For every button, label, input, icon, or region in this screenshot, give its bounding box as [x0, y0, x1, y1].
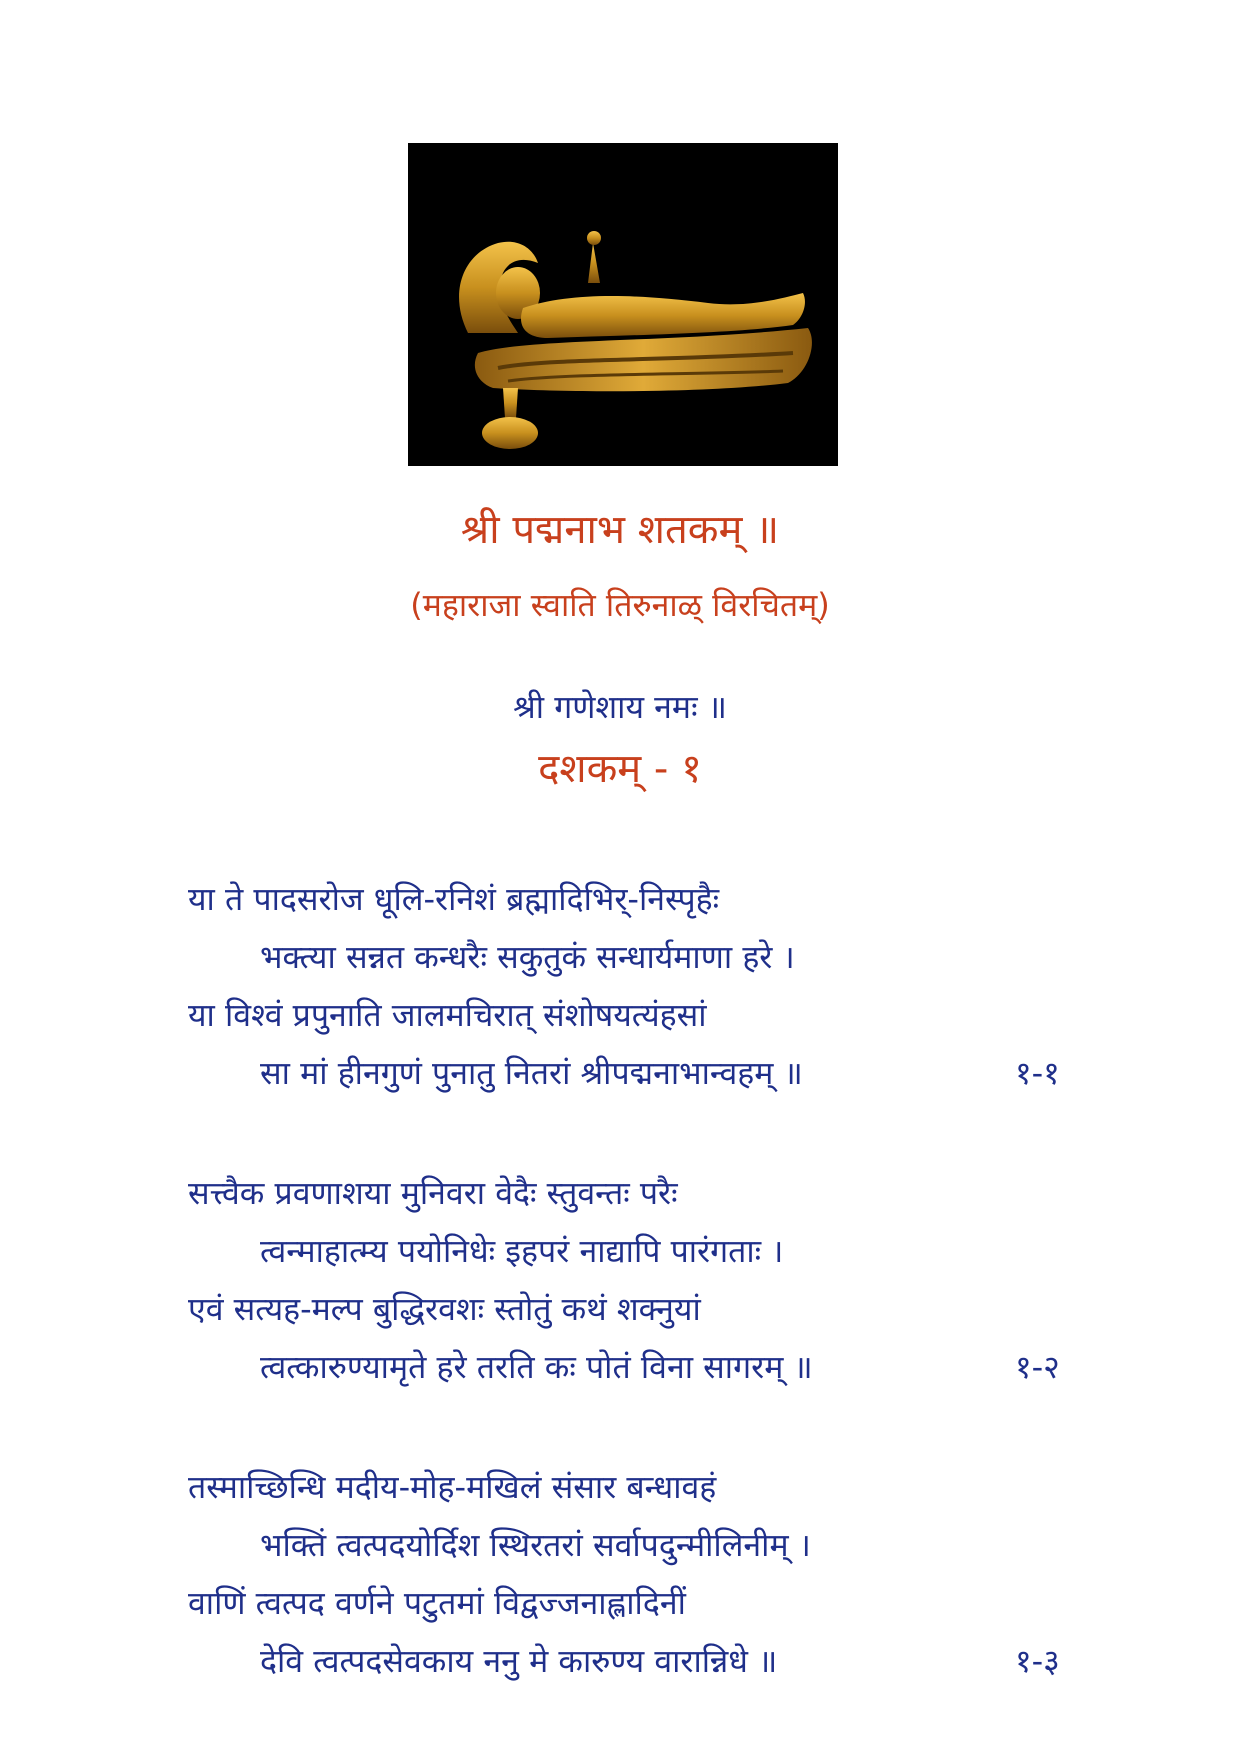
document-title: श्री पद्मनाभ शतकम् ॥ [460, 507, 780, 553]
verse-line-text: देवि त्वत्पदसेवकाय ननु मे कारुण्य वारान्निधे ॥ [260, 1642, 778, 1680]
verse-number: १-२ [1015, 1348, 1060, 1386]
verse-line [0, 1632, 1240, 1690]
verse-line: भक्त्या सन्नत कन्धरैः सकुतुकं सन्धार्यमाणा हरे । [260, 938, 795, 976]
verse-number: १-३ [1015, 1642, 1060, 1680]
verse-line-text: सा मां हीनगुणं पुनातु नितरां श्रीपद्मनाभान्वहम् ॥ [260, 1054, 803, 1092]
invocation: श्री गणेशाय नमः ॥ [513, 688, 727, 726]
verse-line: वाणिं त्वत्पद वर्णने पटुतमां विद्वज्जनाह्लादिनीं [188, 1584, 686, 1622]
verse-line [0, 1338, 1240, 1396]
document-subtitle: (महाराजा स्वाति तिरुनाळ् विरचितम्) [410, 586, 830, 624]
verses-container [0, 870, 1240, 1752]
verse-line: एवं सत्यह-मल्प बुद्धिरवशः स्तोतुं कथं शक्नुयां [188, 1290, 701, 1328]
verse-line: या ते पादसरोज धूलि-रनिशं ब्रह्मादिभिर्-निस्पृहैः [188, 880, 720, 918]
verse-line: सत्त्वैक प्रवणाशया मुनिवरा वेदैः स्तुवन्तः परैः [188, 1174, 678, 1212]
verse-line: भक्तिं त्वत्पदयोर्दिश स्थिरतरां सर्वापदुन्मीलिनीम् । [260, 1526, 811, 1564]
section-heading: दशकम् - १ [538, 746, 702, 792]
verse-number: १-१ [1015, 1054, 1060, 1092]
verse-line [0, 1044, 1240, 1102]
verse-line-text: त्वत्कारुण्यामृते हरे तरति कः पोतं विना सागरम् ॥ [260, 1348, 813, 1386]
verse [0, 1458, 1240, 1690]
verse-line: त्वन्माहात्म्य पयोनिधेः इहपरं नाद्यापि पारंगताः । [260, 1232, 784, 1270]
deity-image [408, 143, 838, 466]
verse-line: तस्माच्छिन्धि मदीय-मोह-मखिलं संसार बन्धावहं [188, 1468, 717, 1506]
verse-line: या विश्वं प्रपुनाति जालमचिरात् संशोषयत्यंहसां [188, 996, 707, 1034]
verse [0, 870, 1240, 1102]
verse [0, 1164, 1240, 1396]
